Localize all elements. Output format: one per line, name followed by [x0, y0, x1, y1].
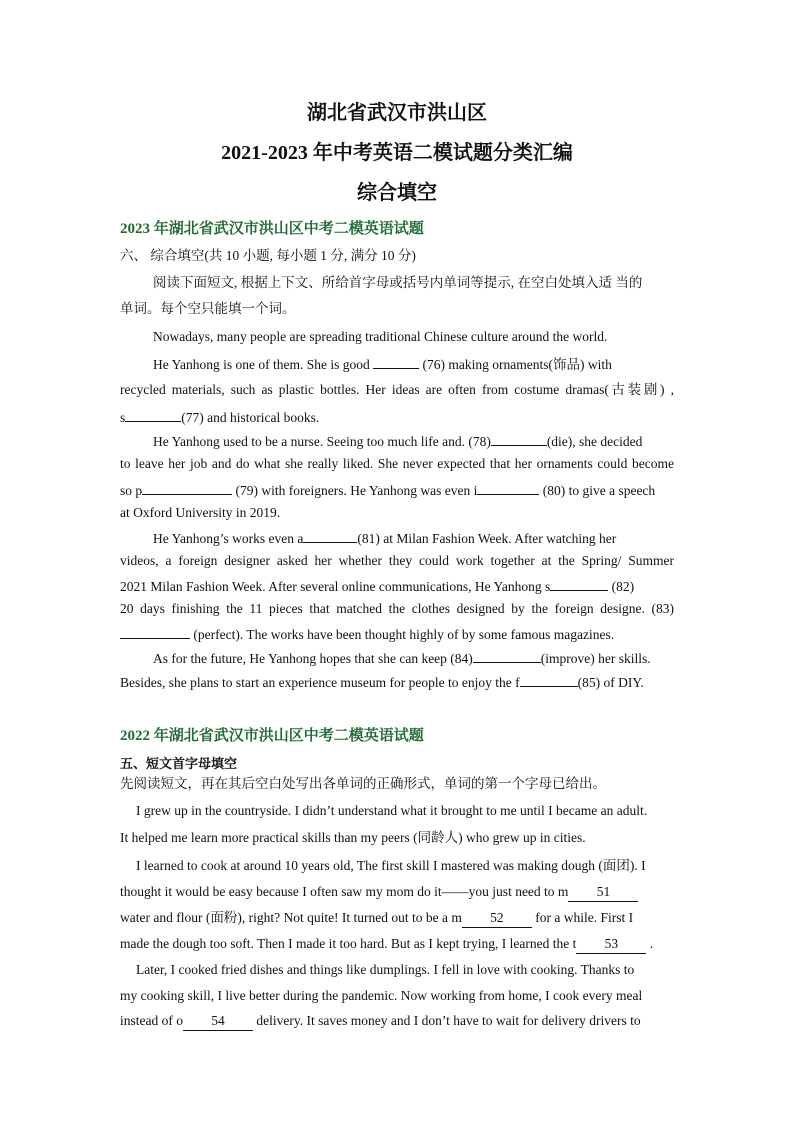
blank-78[interactable] — [491, 431, 547, 446]
passage-line: made the dough too soft. Then I made it too hard. But as I kept trying, I learned the t 53 . — [120, 935, 674, 954]
blank-85[interactable] — [520, 672, 578, 687]
instruction-line-2: 单词。每个空只能填一个词。 — [120, 301, 296, 316]
passage-line: I grew up in the countryside. I didn’t understand what it brought to me until I became an adult. — [136, 803, 648, 818]
passage-line: at Oxford University in 2019. — [120, 505, 281, 520]
blank-80[interactable] — [477, 480, 539, 495]
blank-83[interactable] — [120, 624, 190, 639]
passage-line: He Yanhong is one of them. She is good (76) making ornaments(饰品) with — [153, 354, 674, 374]
passage-line: instead of o 54 delivery. It saves money and I don’t have to wait for delivery drivers to — [120, 1012, 674, 1031]
blank-79[interactable] — [142, 480, 232, 495]
blank-54[interactable]: 54 — [183, 1012, 253, 1031]
passage-line: It helped me learn more practical skills than my peers (同龄人) who grew up in cities. — [120, 830, 586, 845]
passage-line: so p (79) with foreigners. He Yanhong was even i (80) to give a speech — [120, 480, 674, 500]
doc-title-years: 2021-2023 年中考英语二模试题分类汇编 — [221, 142, 573, 164]
passage-line: water and flour (面粉), right? Not quite! It turned out to be a m 52 for a while. First I — [120, 909, 674, 928]
section-2023-heading: 2023 年湖北省武汉市洪山区中考二模英语试题 — [120, 221, 424, 237]
passage-line: my cooking skill, I live better during the pandemic. Now working from home, I cook every meal — [120, 988, 643, 1003]
doc-title-region: 湖北省武汉市洪山区 — [307, 102, 487, 124]
blank-82[interactable] — [550, 576, 608, 591]
section-2022-part: 五、短文首字母填空 — [120, 756, 238, 771]
passage-line: As for the future, He Yanhong hopes that she can keep (84) (improve) her skills. — [153, 648, 674, 668]
passage-line: He Yanhong’s works even a (81) at Milan Fashion Week. After watching her — [153, 528, 674, 548]
section-2022-instruction: 先阅读短文，再在其后空白处写出各单词的正确形式，单词的第一个字母已给出。 — [120, 776, 606, 791]
blank-51[interactable]: 51 — [568, 883, 638, 902]
doc-title-topic: 综合填空 — [357, 182, 437, 204]
passage-line: 20 days finishing the 11 pieces that matched the clothes designed by the foreign designe. (83) — [120, 601, 674, 616]
passage-line: Besides, she plans to start an experience museum for people to enjoy the f (85) of DIY. — [120, 672, 674, 692]
passage-line: recycled materials, such as plastic bottles. Her ideas are often from costume dramas(古装剧) , — [120, 382, 674, 397]
blank-53[interactable]: 53 — [576, 935, 646, 954]
passage-line: to leave her job and do what she really liked. She never expected that her ornaments could become — [120, 456, 674, 471]
instruction-line-1: 阅读下面短文, 根据上下文、所给首字母或括号内单词等提示, 在空白处填入适 当的 — [153, 275, 643, 290]
passage-para-1: Nowadays, many people are spreading traditional Chinese culture around the world. — [153, 329, 608, 344]
passage-line: Later, I cooked fried dishes and things like dumplings. I fell in love with cooking. Thanks to — [136, 962, 635, 977]
blank-52[interactable]: 52 — [462, 909, 532, 928]
section-2022-heading: 2022 年湖北省武汉市洪山区中考二模英语试题 — [120, 728, 424, 744]
passage-line: (perfect). The works have been thought highly of by some famous magazines. — [120, 624, 674, 644]
passage-line: thought it would be easy because I often saw my mom do it——you just need to m 51 — [120, 883, 674, 902]
blank-76[interactable] — [373, 354, 419, 369]
passage-line: videos, a foreign designer asked her whether they could work together at the Spring/ Summer — [120, 553, 674, 568]
passage-line: He Yanhong used to be a nurse. Seeing too much life and. (78) (die), she decided — [153, 431, 674, 451]
section-2023-part: 六、 综合填空(共 10 小题, 每小题 1 分, 满分 10 分) — [120, 248, 416, 263]
blank-81[interactable] — [303, 528, 357, 543]
blank-84[interactable] — [473, 648, 541, 663]
passage-line: 2021 Milan Fashion Week. After several online communications, He Yanhong s (82) — [120, 576, 674, 596]
blank-77[interactable] — [125, 407, 181, 422]
passage-line: s (77) and historical books. — [120, 407, 674, 427]
passage-line: I learned to cook at around 10 years old, The first skill I mastered was making dough (面团). I — [136, 858, 646, 873]
